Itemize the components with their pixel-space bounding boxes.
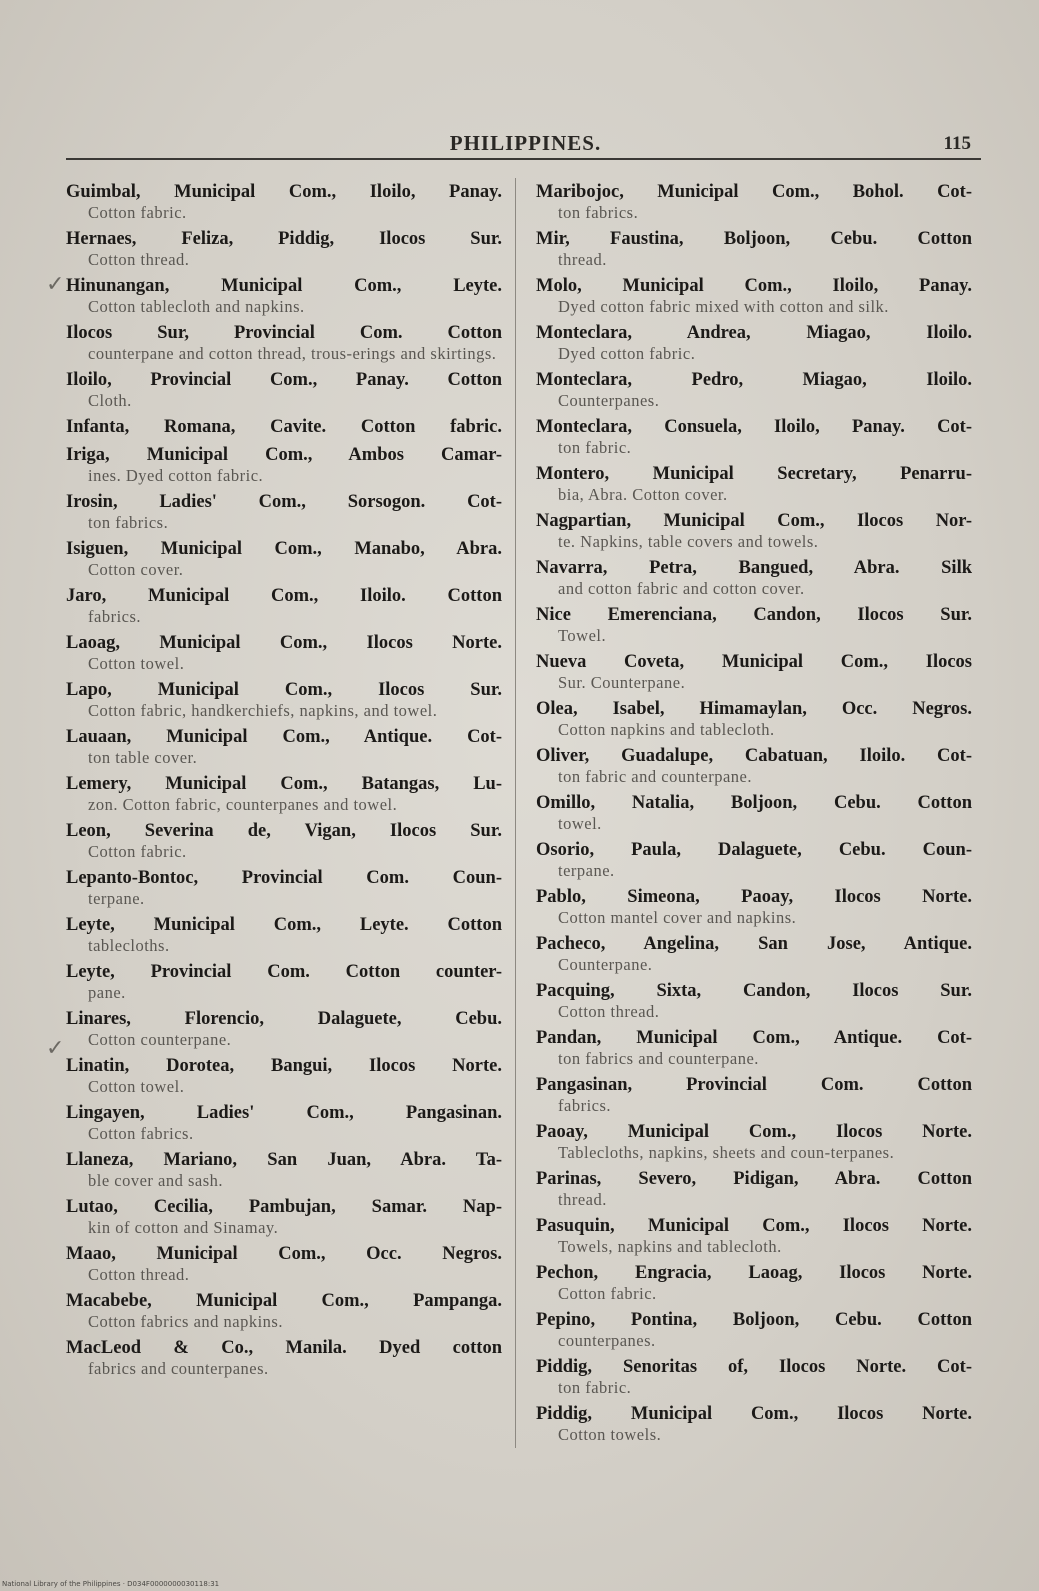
entry-description: ton fabrics and counterpane. (558, 1049, 759, 1068)
list-item (536, 1262, 972, 1303)
list-item (66, 275, 502, 316)
list-item (536, 886, 972, 927)
entry-heading: Pepino, Pontina, Boljoon, Cebu. Cotton (536, 1310, 972, 1330)
entry-description: Cotton mantel cover and napkins. (558, 908, 797, 927)
list-item (536, 1027, 972, 1068)
entry-heading: Lauaan, Municipal Com., Antique. Cot- (66, 727, 502, 747)
list-item (66, 1149, 502, 1190)
list-item (536, 1403, 972, 1444)
entry-description: thread. (558, 1190, 607, 1209)
entry-description: pane. (88, 983, 126, 1002)
entry-description: Cotton fabric, handkerchiefs, napkins, and towel. (88, 701, 438, 720)
entry-description: Cloth. (88, 391, 132, 410)
entry-description: Cotton fabric. (88, 842, 187, 861)
entry-description: counterpanes. (558, 1331, 656, 1350)
entry-heading: Pandan, Municipal Com., Antique. Cot- (536, 1028, 972, 1048)
entry-description: Sur. Counterpane. (558, 673, 686, 692)
entry-heading: Linatin, Dorotea, Bangui, Ilocos Norte. (66, 1056, 502, 1076)
list-item (536, 604, 972, 645)
entry-description: tablecloths. (88, 936, 170, 955)
list-item (66, 820, 502, 861)
entry-heading: Navarra, Petra, Bangued, Abra. Silk (536, 558, 972, 578)
list-item (536, 510, 972, 551)
entry-heading: Irosin, Ladies' Com., Sorsogon. Cot- (66, 492, 502, 512)
entry-description: Cotton counterpane. (88, 1030, 232, 1049)
list-item (66, 679, 502, 720)
list-item (536, 463, 972, 504)
entry-heading: Piddig, Senoritas of, Ilocos Norte. Cot- (536, 1357, 972, 1377)
entry-description: Counterpanes. (558, 391, 660, 410)
entry-description: Counterpane. (558, 955, 653, 974)
entry-heading: Oliver, Guadalupe, Cabatuan, Iloilo. Cot- (536, 746, 972, 766)
entry-description: Cotton tablecloth and napkins. (88, 297, 305, 316)
entry-description: ton fabrics. (88, 513, 169, 532)
entry-heading: Maao, Municipal Com., Occ. Negros. (66, 1244, 502, 1264)
header-rule (66, 158, 981, 160)
entry-heading: Nueva Coveta, Municipal Com., Ilocos (536, 652, 972, 672)
entry-description: Cotton towel. (88, 1077, 185, 1096)
entry-description: terpane. (88, 889, 145, 908)
entry-heading: Iloilo, Provincial Com., Panay. Cotton (66, 370, 502, 390)
list-item (536, 181, 972, 222)
entry-description: ton fabric. (558, 438, 632, 457)
list-item (536, 1356, 972, 1397)
list-item (66, 1055, 502, 1096)
entry-description: bia, Abra. Cotton cover. (558, 485, 728, 504)
entry-heading: Pasuquin, Municipal Com., Ilocos Norte. (536, 1216, 972, 1236)
entry-heading: Macabebe, Municipal Com., Pampanga. (66, 1291, 502, 1311)
list-item (536, 792, 972, 833)
entry-heading: Omillo, Natalia, Boljoon, Cebu. Cotton (536, 793, 972, 813)
entry-description: Cotton fabric. (88, 203, 187, 222)
entry-description: ble cover and sash. (88, 1171, 224, 1190)
list-item (536, 1215, 972, 1256)
list-item (66, 491, 502, 532)
list-item (66, 961, 502, 1002)
left-column (66, 181, 502, 1384)
entry-description: terpane. (558, 861, 615, 880)
entry-heading: Laoag, Municipal Com., Ilocos Norte. (66, 633, 502, 653)
list-item (66, 1008, 502, 1049)
entry-heading: Isiguen, Municipal Com., Manabo, Abra. (66, 539, 502, 559)
entry-description: thread. (558, 250, 607, 269)
list-item (536, 1309, 972, 1350)
list-item (536, 980, 972, 1021)
footer-note: National Library of the Philippines · D034F0000000030118:31 (2, 1580, 220, 1588)
list-item (66, 914, 502, 955)
entry-heading: Montero, Municipal Secretary, Penarru- (536, 464, 972, 484)
entry-heading: Parinas, Severo, Pidigan, Abra. Cotton (536, 1169, 972, 1189)
entry-description: and cotton fabric and cotton cover. (558, 579, 805, 598)
entry-description: Cotton fabrics and napkins. (88, 1312, 283, 1331)
entry-heading: Lapo, Municipal Com., Ilocos Sur. (66, 680, 502, 700)
list-item (536, 745, 972, 786)
entry-heading: Nice Emerenciana, Candon, Ilocos Sur. (536, 605, 972, 625)
entry-description: Cotton thread. (88, 1265, 190, 1284)
check-mark-icon: ✓ (46, 272, 65, 297)
list-item (66, 773, 502, 814)
entry-heading: Leyte, Provincial Com. Cotton counter- (66, 962, 502, 982)
entry-description: towel. (558, 814, 602, 833)
entry-heading: MacLeod & Co., Manila. Dyed cotton (66, 1338, 502, 1358)
entry-description: Cotton napkins and tablecloth. (558, 720, 775, 739)
list-item (536, 651, 972, 692)
entry-description: Cotton thread. (558, 1002, 660, 1021)
entry-heading: Monteclara, Pedro, Miagao, Iloilo. (536, 370, 972, 390)
entry-description: ton fabrics. (558, 203, 639, 222)
list-item (66, 726, 502, 767)
entry-heading: Olea, Isabel, Himamaylan, Occ. Negros. (536, 699, 972, 719)
entry-description: ines. Dyed cotton fabric. (88, 466, 264, 485)
entry-heading: Mir, Faustina, Boljoon, Cebu. Cotton (536, 229, 972, 249)
list-item (66, 1196, 502, 1237)
list-item (66, 369, 502, 410)
page-number: 115 (943, 133, 971, 154)
entry-description: Towel. (558, 626, 607, 645)
list-item (66, 632, 502, 673)
entry-heading: Hernaes, Feliza, Piddig, Ilocos Sur. (66, 229, 502, 249)
entry-heading: Pangasinan, Provincial Com. Cotton (536, 1075, 972, 1095)
list-item (536, 228, 972, 269)
list-item (536, 933, 972, 974)
entry-heading: Molo, Municipal Com., Iloilo, Panay. (536, 276, 972, 296)
entry-heading: Nagpartian, Municipal Com., Ilocos Nor- (536, 511, 972, 531)
check-mark-icon: ✓ (46, 1036, 65, 1061)
entry-heading: Lutao, Cecilia, Pambujan, Samar. Nap- (66, 1197, 502, 1217)
list-item (536, 1121, 972, 1162)
list-item (66, 1337, 502, 1378)
running-header (68, 131, 983, 161)
list-item (536, 1168, 972, 1209)
entry-heading: Osorio, Paula, Dalaguete, Cebu. Coun- (536, 840, 972, 860)
list-item (66, 867, 502, 908)
entry-heading: Infanta, Romana, Cavite. Cotton fabric. (66, 417, 502, 437)
entry-heading: Iriga, Municipal Com., Ambos Camar- (66, 445, 502, 465)
list-item (66, 416, 502, 438)
entry-heading: Linares, Florencio, Dalaguete, Cebu. (66, 1009, 502, 1029)
list-item (66, 228, 502, 269)
entry-heading: Lemery, Municipal Com., Batangas, Lu- (66, 774, 502, 794)
entry-heading: Monteclara, Consuela, Iloilo, Panay. Cot- (536, 417, 972, 437)
column-divider (515, 178, 516, 1448)
entry-heading: Pablo, Simeona, Paoay, Ilocos Norte. (536, 887, 972, 907)
entry-heading: Hinunangan, Municipal Com., Leyte. (66, 276, 502, 296)
entry-heading: Paoay, Municipal Com., Ilocos Norte. (536, 1122, 972, 1142)
entry-description: fabrics. (88, 607, 142, 626)
entry-heading: Pacquing, Sixta, Candon, Ilocos Sur. (536, 981, 972, 1001)
entry-description: Cotton thread. (88, 250, 190, 269)
entry-description: Dyed cotton fabric. (558, 344, 696, 363)
entry-description: Cotton towel. (88, 654, 185, 673)
entry-description: Cotton cover. (88, 560, 184, 579)
entry-heading: Leyte, Municipal Com., Leyte. Cotton (66, 915, 502, 935)
entry-description: ton fabric. (558, 1378, 632, 1397)
entry-heading: Llaneza, Mariano, San Juan, Abra. Ta- (66, 1150, 502, 1170)
entry-description: ton table cover. (88, 748, 198, 767)
list-item (536, 369, 972, 410)
entry-heading: Monteclara, Andrea, Miagao, Iloilo. (536, 323, 972, 343)
list-item (66, 322, 502, 363)
entry-description: counterpane and cotton thread, trous-erings and skirtings. (88, 344, 497, 363)
entry-description: ton fabric and counterpane. (558, 767, 753, 786)
list-item (536, 322, 972, 363)
list-item (66, 1102, 502, 1143)
list-item (536, 698, 972, 739)
entry-heading: Ilocos Sur, Provincial Com. Cotton (66, 323, 502, 343)
entry-heading: Jaro, Municipal Com., Iloilo. Cotton (66, 586, 502, 606)
right-column (536, 181, 972, 1450)
list-item (536, 275, 972, 316)
list-item (536, 1074, 972, 1115)
entry-heading: Lingayen, Ladies' Com., Pangasinan. (66, 1103, 502, 1123)
list-item (66, 181, 502, 222)
list-item (66, 538, 502, 579)
entry-description: Cotton fabric. (558, 1284, 657, 1303)
page-title: PHILIPPINES. (449, 131, 602, 155)
list-item (536, 557, 972, 598)
list-item (66, 585, 502, 626)
entry-description: zon. Cotton fabric, counterpanes and towel. (88, 795, 398, 814)
entry-heading: Leon, Severina de, Vigan, Ilocos Sur. (66, 821, 502, 841)
list-item (536, 839, 972, 880)
entry-heading: Piddig, Municipal Com., Ilocos Norte. (536, 1404, 972, 1424)
entry-description: Dyed cotton fabric mixed with cotton and silk. (558, 297, 889, 316)
entry-heading: Pacheco, Angelina, San Jose, Antique. (536, 934, 972, 954)
entry-description: Cotton fabrics. (88, 1124, 194, 1143)
entry-description: kin of cotton and Sinamay. (88, 1218, 279, 1237)
entry-description: te. Napkins, table covers and towels. (558, 532, 819, 551)
entry-description: fabrics and counterpanes. (88, 1359, 269, 1378)
list-item (66, 444, 502, 485)
entry-description: Tablecloths, napkins, sheets and coun-terpanes. (558, 1143, 895, 1162)
entry-description: Cotton towels. (558, 1425, 662, 1444)
entry-heading: Lepanto-Bontoc, Provincial Com. Coun- (66, 868, 502, 888)
entry-heading: Pechon, Engracia, Laoag, Ilocos Norte. (536, 1263, 972, 1283)
list-item (536, 416, 972, 457)
entry-heading: Maribojoc, Municipal Com., Bohol. Cot- (536, 182, 972, 202)
list-item (66, 1243, 502, 1284)
list-item (66, 1290, 502, 1331)
entry-description: Towels, napkins and tablecloth. (558, 1237, 782, 1256)
entry-heading: Guimbal, Municipal Com., Iloilo, Panay. (66, 182, 502, 202)
entry-description: fabrics. (558, 1096, 612, 1115)
